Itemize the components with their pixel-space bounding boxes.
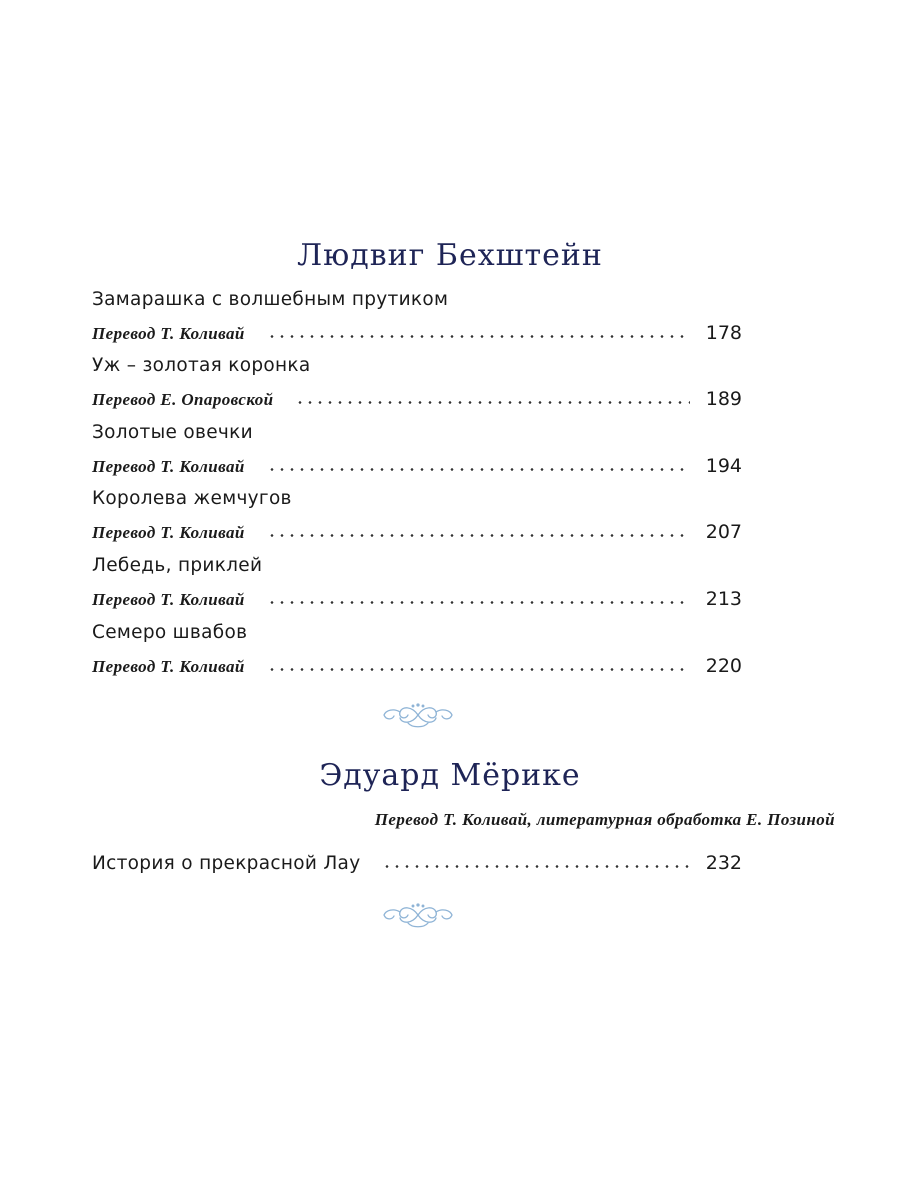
dot-leader	[267, 534, 690, 537]
swirl-ornament-icon	[378, 900, 458, 930]
translator-row	[92, 384, 742, 410]
toc-entry	[92, 421, 742, 477]
dot-leader	[295, 401, 689, 404]
dot-leader	[267, 468, 690, 471]
toc-entry	[92, 554, 742, 610]
page-number: 178	[705, 322, 742, 344]
translator-row	[92, 517, 742, 543]
page-number: 194	[705, 455, 742, 477]
toc-entry	[92, 288, 742, 344]
author-heading-morike: Эдуард Мёрике	[319, 758, 581, 793]
translator-row	[92, 584, 742, 610]
dot-leader	[382, 865, 689, 868]
translator-row	[92, 318, 742, 344]
dot-leader	[267, 601, 690, 604]
toc-entry	[92, 848, 742, 874]
translator-credit: Перевод Т. Коливай	[92, 457, 245, 476]
story-title: Королева жемчугов	[92, 488, 292, 509]
story-title: Замарашка с волшебным прутиком	[92, 289, 449, 310]
page-number: 207	[705, 521, 742, 543]
story-title: История о прекрасной Лау	[92, 853, 361, 874]
story-title: Семеро швабов	[92, 622, 248, 643]
toc-entry	[92, 621, 742, 677]
dot-leader	[267, 668, 690, 671]
author-heading-bechstein: Людвиг Бехштейн	[297, 238, 603, 273]
swirl-ornament-icon	[378, 700, 458, 730]
story-title: Золотые овечки	[92, 422, 253, 443]
page-number: 189	[705, 388, 742, 410]
translator-credit: Перевод Т. Коливай	[92, 324, 245, 343]
translator-row	[92, 651, 742, 677]
toc-entry	[92, 354, 742, 410]
toc-entry	[92, 487, 742, 543]
page-number: 220	[705, 655, 742, 677]
translator-credit: Перевод Т. Коливай	[92, 590, 245, 609]
translator-row	[92, 451, 742, 477]
page-number: 213	[705, 588, 742, 610]
story-title: Уж – золотая коронка	[92, 355, 311, 376]
translator-credit: Перевод Т. Коливай	[92, 657, 245, 676]
page-number: 232	[705, 852, 742, 874]
story-title: Лебедь, приклей	[92, 555, 263, 576]
translator-credit: Перевод Е. Опаровской	[92, 390, 274, 409]
translator-credit: Перевод Т. Коливай	[92, 523, 245, 542]
translator-credit-note: Перевод Т. Коливай, литературная обработка Е. Позиной	[374, 810, 835, 829]
dot-leader	[267, 335, 690, 338]
